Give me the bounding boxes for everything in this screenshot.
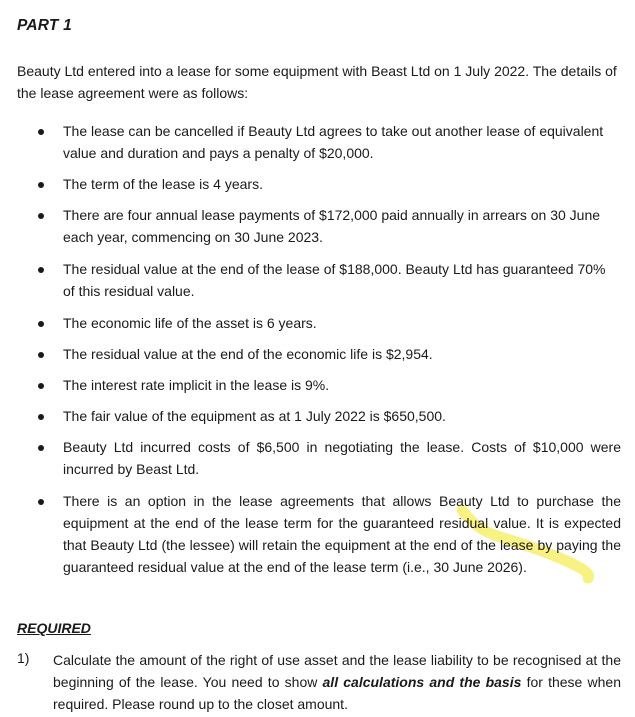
bullet-icon [38,445,44,451]
list-item-text: The term of the lease is 4 years. [63,176,263,192]
bullet-icon [38,267,44,273]
question-number: 1) [17,650,30,666]
question-text [53,649,621,715]
list-item-text: The economic life of the asset is 6 years. [63,315,317,331]
list-item-text: The residual value at the end of the lease of $188,000. Beauty Ltd has guaranteed 70% of this residual value. [63,261,606,299]
bullet-icon [38,499,44,505]
bullet-icon [38,383,44,389]
bullet-icon [38,129,44,135]
bullet-icon [38,414,44,420]
list-item-text: The fair value of the equipment as at 1 July 2022 is $650,500. [63,408,446,424]
list-item-text: Beauty Ltd incurred costs of $6,500 in negotiating the lease. Costs of $10,000 were incurred by Beast Ltd. [63,439,621,477]
question-text-start: Calculate the amount of the right of use asset and the lease liability to be recognised at the beginning of the lease. You need to show [53,652,621,690]
bullet-icon [38,321,44,327]
list-item-text: The residual value at the end of the economic life is $2,954. [63,346,433,362]
bullet-icon [38,182,44,188]
question-text-end: for these when required. Please round up to the closet amount. [53,674,621,712]
bullet-icon [38,352,44,358]
bullet-icon [38,213,44,219]
question-emphasis: all calculations and the basis [322,674,522,690]
part-title: PART 1 [17,17,72,34]
required-heading: REQUIRED [17,620,91,636]
list-item-text: The interest rate implicit in the lease is 9%. [63,377,330,393]
list-item-text: The lease can be cancelled if Beauty Ltd agrees to take out another lease of equivalent value and duration and pays a penalty of $20,000. [63,123,604,161]
intro-paragraph: Beauty Ltd entered into a lease for some equipment with Beast Ltd on 1 July 2022. The details of the lease agreement were as follows: [17,63,617,101]
list-item-text: There are four annual lease payments of $172,000 paid annually in arrears on 30 June each year, commencing on 30 June 2023. [63,207,601,245]
list-item-text: There is an option in the lease agreements that allows Beauty Ltd to purchase the equipment at the end of the lease term for the guaranteed residual value. It is expected that Beauty Ltd (the lessee) will retain the equipment at the end of the lease by paying the guaranteed residual value at the end of the lease term (i.e., 30 June 2026). [63,493,621,575]
